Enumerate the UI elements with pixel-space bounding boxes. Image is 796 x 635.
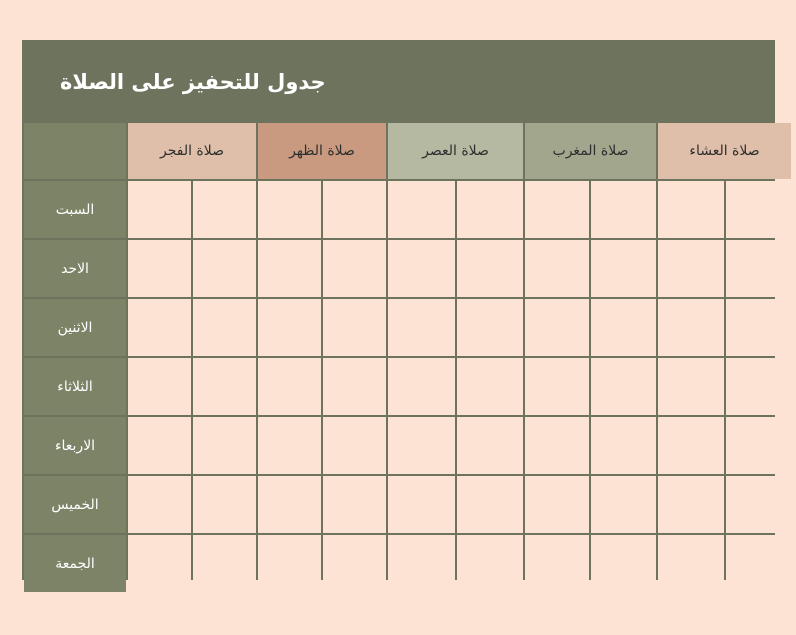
tracking-cell[interactable] — [388, 417, 455, 474]
tracking-cell[interactable] — [193, 240, 256, 297]
tracking-cell[interactable] — [388, 240, 455, 297]
tracking-cell[interactable] — [388, 299, 455, 356]
tracking-cell[interactable] — [323, 240, 386, 297]
tracking-cell[interactable] — [726, 476, 791, 533]
tracking-cell[interactable] — [658, 476, 724, 533]
tracking-cell[interactable] — [591, 240, 656, 297]
tracking-cell[interactable] — [457, 417, 523, 474]
tracking-cell[interactable] — [193, 476, 256, 533]
tracking-cell[interactable] — [525, 417, 589, 474]
tracking-cell[interactable] — [323, 535, 386, 592]
corner-cell — [24, 123, 126, 179]
tracking-cell[interactable] — [193, 181, 256, 238]
tracking-cell[interactable] — [726, 417, 791, 474]
header-isha: صلاة العشاء — [658, 123, 791, 179]
tracking-cell[interactable] — [258, 240, 321, 297]
tracking-cell[interactable] — [726, 358, 791, 415]
tracking-cell[interactable] — [726, 535, 791, 592]
tracking-cell[interactable] — [525, 299, 589, 356]
tracking-cell[interactable] — [457, 535, 523, 592]
tracking-cell[interactable] — [128, 417, 191, 474]
tracking-cell[interactable] — [726, 240, 791, 297]
header-maghrib: صلاة المغرب — [525, 123, 656, 179]
tracking-cell[interactable] — [388, 476, 455, 533]
tracking-cell[interactable] — [591, 181, 656, 238]
tracking-cell[interactable] — [457, 181, 523, 238]
tracking-cell[interactable] — [128, 181, 191, 238]
tracking-cell[interactable] — [457, 358, 523, 415]
tracking-cell[interactable] — [591, 358, 656, 415]
tracking-cell[interactable] — [658, 417, 724, 474]
day-label: الخميس — [24, 476, 126, 533]
tracking-cell[interactable] — [457, 240, 523, 297]
tracking-cell[interactable] — [388, 358, 455, 415]
tracking-cell[interactable] — [258, 417, 321, 474]
tracking-cell[interactable] — [658, 240, 724, 297]
tracking-cell[interactable] — [193, 417, 256, 474]
tracking-cell[interactable] — [323, 358, 386, 415]
tracking-cell[interactable] — [128, 535, 191, 592]
tracking-cell[interactable] — [128, 358, 191, 415]
tracking-cell[interactable] — [128, 240, 191, 297]
tracking-cell[interactable] — [128, 299, 191, 356]
tracking-cell[interactable] — [457, 476, 523, 533]
day-label: الثلاثاء — [24, 358, 126, 415]
tracking-cell[interactable] — [591, 535, 656, 592]
day-label: الاربعاء — [24, 417, 126, 474]
tracking-cell[interactable] — [258, 299, 321, 356]
tracking-cell[interactable] — [525, 476, 589, 533]
title-bar — [22, 40, 775, 123]
tracking-cell[interactable] — [726, 299, 791, 356]
prayer-grid — [22, 123, 775, 580]
header-fajr: صلاة الفجر — [128, 123, 256, 179]
day-label: الجمعة — [24, 535, 126, 592]
header-asr: صلاة العصر — [388, 123, 523, 179]
tracking-cell[interactable] — [525, 181, 589, 238]
tracking-cell[interactable] — [591, 299, 656, 356]
tracking-cell[interactable] — [658, 181, 724, 238]
tracking-cell[interactable] — [258, 181, 321, 238]
prayer-chart-sheet — [22, 40, 775, 580]
day-label: الاثنين — [24, 299, 126, 356]
tracking-cell[interactable] — [525, 358, 589, 415]
tracking-cell[interactable] — [258, 535, 321, 592]
tracking-cell[interactable] — [258, 476, 321, 533]
tracking-cell[interactable] — [591, 476, 656, 533]
tracking-cell[interactable] — [658, 358, 724, 415]
tracking-cell[interactable] — [323, 181, 386, 238]
tracking-cell[interactable] — [388, 181, 455, 238]
chart-title: جدول للتحفيز على الصلاة — [60, 69, 326, 94]
tracking-cell[interactable] — [258, 358, 321, 415]
tracking-cell[interactable] — [658, 299, 724, 356]
tracking-cell[interactable] — [525, 240, 589, 297]
tracking-cell[interactable] — [457, 299, 523, 356]
tracking-cell[interactable] — [193, 299, 256, 356]
day-label: السبت — [24, 181, 126, 238]
header-dhuhr: صلاة الظهر — [258, 123, 386, 179]
tracking-cell[interactable] — [128, 476, 191, 533]
tracking-cell[interactable] — [726, 181, 791, 238]
tracking-cell[interactable] — [525, 535, 589, 592]
tracking-cell[interactable] — [323, 417, 386, 474]
tracking-cell[interactable] — [388, 535, 455, 592]
day-label: الاحد — [24, 240, 126, 297]
tracking-cell[interactable] — [323, 476, 386, 533]
tracking-cell[interactable] — [193, 535, 256, 592]
tracking-cell[interactable] — [591, 417, 656, 474]
tracking-cell[interactable] — [323, 299, 386, 356]
tracking-cell[interactable] — [193, 358, 256, 415]
tracking-cell[interactable] — [658, 535, 724, 592]
